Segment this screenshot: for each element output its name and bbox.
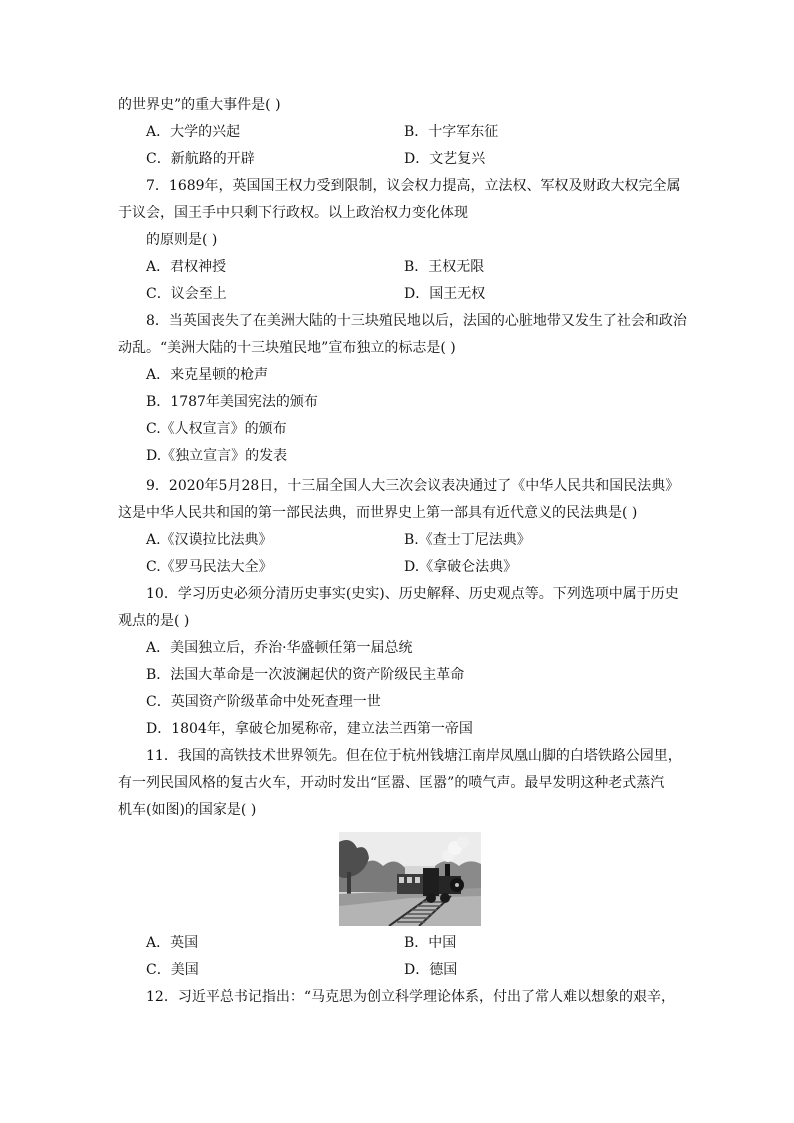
- q6-option-d: D．文艺复兴: [404, 151, 486, 167]
- steam-locomotive-photo: [339, 832, 481, 926]
- q9-option-a: A.《汉谟拉比法典》: [146, 532, 273, 548]
- q7-stem-line1: 7．1689年，英国国王权力受到限制，议会权力提高，立法权、军权及财政大权完全属: [146, 178, 681, 194]
- q9-option-d: D.《拿破仑法典》: [404, 559, 518, 575]
- q11-option-d: D．德国: [404, 962, 458, 978]
- q10-stem-line2: 观点的是( ): [118, 613, 190, 629]
- q10-option-b: B．法国大革命是一次波澜起伏的资产阶级民主革命: [146, 667, 465, 683]
- q10-option-a: A．美国独立后，乔治·华盛顿任第一届总统: [146, 640, 413, 656]
- q7-option-b: B．王权无限: [404, 259, 485, 275]
- q9-option-b: B.《查士丁尼法典》: [404, 532, 531, 548]
- q11-stem-line3: 机车(如图)的国家是( ): [118, 802, 257, 818]
- q10-option-d: D．1804年，拿破仑加冕称帝，建立法兰西第一帝国: [146, 721, 473, 737]
- q7-option-a: A．君权神授: [146, 259, 227, 275]
- q12-stem-line1: 12．习近平总书记指出：“马克思为创立科学理论体系，付出了常人难以想象的艰辛，: [146, 989, 675, 1005]
- q11-stem-line2: 有一列民国风格的复古火车，开动时发出“匡嚣、匡嚣”的喷气声。最早发明这种老式蒸汽: [118, 775, 665, 791]
- q9-option-c: C.《罗马民法大全》: [146, 559, 273, 575]
- q8-option-b: B．1787年美国宪法的颁布: [146, 394, 318, 410]
- q9-stem-line2: 这是中华人民共和国的第一部民法典，而世界史上第一部具有近代意义的民法典是( ): [118, 505, 638, 521]
- q7-option-c: C．议会至上: [146, 286, 227, 302]
- q8-option-d: D.《独立宣言》的发表: [146, 448, 288, 464]
- q11-stem-line1: 11．我国的高铁技术世界领先。但在位于杭州钱塘江南岸凤凰山脚的白塔铁路公园里，: [146, 748, 682, 764]
- q8-stem-line1: 8．当英国丧失了在美洲大陆的十三块殖民地以后，法国的心脏地带又发生了社会和政治: [146, 313, 687, 329]
- q10-stem-line1: 10．学习历史必须分清历史事实(史实)、历史解释、历史观点等。下列选项中属于历史: [146, 586, 679, 602]
- q7-option-d: D．国王无权: [404, 286, 486, 302]
- q7-stem-line3: 的原则是( ): [146, 232, 218, 248]
- q8-stem-line2: 动乱。“美洲大陆的十三块殖民地”宣布独立的标志是( ): [118, 340, 456, 356]
- q8-option-a: A．来克星顿的枪声: [146, 367, 269, 383]
- q8-option-c: C.《人权宣言》的颁布: [146, 421, 287, 437]
- q6-option-a: A．大学的兴起: [146, 124, 241, 140]
- q11-option-b: B．中国: [404, 935, 457, 951]
- q9-stem-line1: 9．2020年5月28日，十三届全国人大三次会议表决通过了《中华人民共和国民法典》: [146, 478, 680, 494]
- q7-stem-line2: 于议会，国王手中只剩下行政权。以上政治权力变化体现: [118, 205, 468, 221]
- q11-option-c: C．美国: [146, 962, 199, 978]
- q10-option-c: C．英国资产阶级革命中处死查理一世: [146, 694, 381, 710]
- q6-option-b: B．十字军东征: [404, 124, 499, 140]
- q6-option-c: C．新航路的开辟: [146, 151, 255, 167]
- q6-stem-tail: 的世界史”的重大事件是( ): [118, 97, 281, 113]
- q11-option-a: A．英国: [146, 935, 199, 951]
